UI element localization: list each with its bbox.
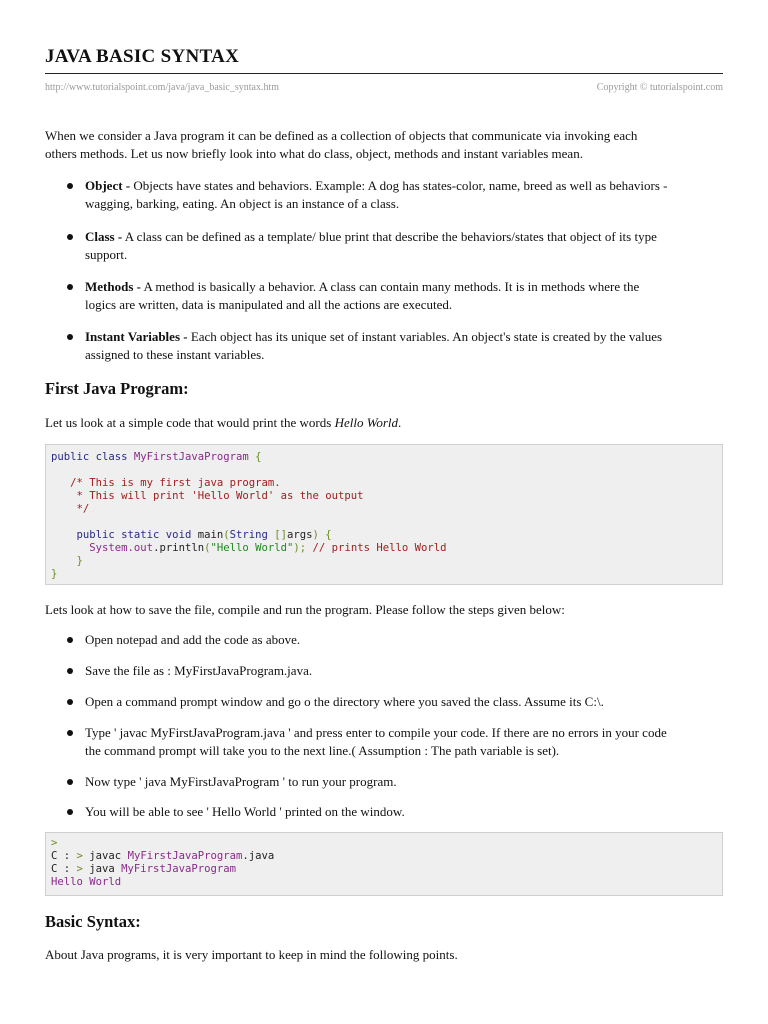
step-text: Now type ' java MyFirstJavaProgram ' to run your program.	[85, 774, 397, 789]
bullet-icon	[67, 730, 73, 736]
concept-text: A class can be defined as a template/ blue print that describe the behaviors/states that object of its type	[124, 229, 657, 244]
console-command: javac	[89, 850, 128, 862]
list-item	[45, 631, 723, 649]
bullet-icon	[67, 234, 73, 240]
console-prompt: >	[51, 837, 58, 849]
concept-text: Each object has its unique set of instant variables. An object's state is created by the values	[190, 329, 663, 344]
code-comment: /* This is my first java program.	[51, 477, 281, 489]
code-line	[51, 451, 717, 464]
list-item	[45, 662, 723, 680]
code-punctuation: {	[248, 451, 262, 463]
code-punctuation: );	[293, 542, 307, 554]
concept-text: A method is basically a behavior. A class can contain many methods. It is in methods where the	[143, 279, 640, 294]
list-item	[45, 773, 723, 791]
code-type: String	[229, 529, 275, 541]
list-item	[45, 228, 723, 264]
code-class-name: System.out	[89, 542, 154, 554]
code-keyword: public static void	[76, 529, 198, 541]
lead-text: .	[398, 415, 402, 430]
code-string: "Hello World"	[210, 542, 294, 554]
code-punctuation: ) {	[312, 529, 332, 541]
code-keyword: public class	[51, 451, 134, 463]
lead-text: Let us look at a simple code that would print the words	[45, 415, 335, 430]
code-block-console[interactable]	[45, 832, 723, 896]
code-comment: * This will print 'Hello World' as the output	[51, 490, 364, 502]
concept-text: Objects have states and behaviors. Example: A dog has states-color, name, breed as well as behaviors -	[133, 178, 668, 193]
code-blank-line	[51, 516, 717, 529]
console-line	[51, 850, 717, 863]
code-class-name: MyFirstJavaProgram	[133, 451, 249, 463]
list-item	[45, 693, 723, 711]
concept-text: support.	[85, 247, 128, 262]
console-prompt: >	[76, 863, 90, 875]
console-drive: C :	[51, 850, 77, 862]
intro-paragraph	[45, 127, 723, 163]
intro-line: When we consider a Java program it can be defined as a collection of objects that communicate via invoking each	[45, 128, 638, 143]
code-blank-line	[51, 464, 717, 477]
lead-emphasis: Hello World	[334, 415, 399, 430]
console-output: Hello World	[51, 876, 122, 888]
code-comment: */	[51, 503, 90, 515]
concept-term: Class -	[85, 229, 123, 244]
bullet-icon	[67, 637, 73, 643]
step-text: Open notepad and add the code as above.	[85, 632, 301, 647]
concept-term: Object -	[85, 178, 131, 193]
code-punctuation: (	[223, 529, 230, 541]
code-block-hello-world[interactable]	[45, 444, 723, 585]
step-text: Type ' javac MyFirstJavaProgram.java ' and press enter to compile your code. If there are no errors in your code	[85, 725, 667, 740]
basic-syntax-lead: About Java programs, it is very important to keep in mind the following points.	[45, 947, 458, 962]
list-item	[45, 724, 723, 760]
code-punctuation: (	[204, 542, 211, 554]
console-extension: .java	[242, 850, 275, 862]
bullet-icon	[67, 779, 73, 785]
code-line	[51, 529, 717, 542]
concept-term: Methods -	[85, 279, 141, 294]
code-line	[51, 542, 717, 555]
bullet-icon	[67, 699, 73, 705]
section-heading-basic-syntax: Basic Syntax:	[45, 912, 141, 931]
concept-text: logics are written, data is manipulated and all the actions are executed.	[85, 297, 453, 312]
concept-text: wagging, barking, eating. An object is an instance of a class.	[85, 196, 400, 211]
code-indent	[51, 542, 89, 554]
console-line	[51, 863, 717, 876]
first-program-lead	[45, 414, 723, 432]
page-title: JAVA BASIC SYNTAX	[45, 46, 240, 67]
code-method-name: main	[197, 529, 224, 541]
bullet-icon	[67, 183, 73, 189]
source-url[interactable]: http://www.tutorialspoint.com/java/java_basic_syntax.htm	[45, 82, 280, 93]
console-prompt: >	[76, 850, 90, 862]
console-drive: C :	[51, 863, 77, 875]
list-item	[45, 177, 723, 213]
code-closing-brace: }	[51, 568, 58, 580]
code-identifier: args	[287, 529, 313, 541]
intro-line: others methods. Let us now briefly look into what do class, object, methods and instant variables mean.	[45, 146, 583, 161]
console-class-name: MyFirstJavaProgram	[127, 850, 243, 862]
step-text: You will be able to see ' Hello World ' printed on the window.	[85, 804, 405, 819]
bullet-icon	[67, 809, 73, 815]
bullet-icon	[67, 284, 73, 290]
copyright-notice: Copyright © tutorialspoint.com	[596, 82, 723, 93]
list-item	[45, 278, 723, 314]
code-closing-brace: }	[51, 555, 83, 567]
step-text: Open a command prompt window and go o the directory where you saved the class. Assume its C:\.	[85, 694, 604, 709]
steps-lead: Lets look at how to save the file, compile and run the program. Please follow the steps given below:	[45, 602, 565, 617]
step-text: Save the file as : MyFirstJavaProgram.java.	[85, 663, 313, 678]
code-punctuation: []	[274, 529, 288, 541]
concept-term: Instant Variables -	[85, 329, 188, 344]
bullet-icon	[67, 668, 73, 674]
console-class-name: MyFirstJavaProgram	[121, 863, 236, 875]
step-text: the command prompt will take you to the next line.( Assumption : The path variable is set).	[85, 743, 560, 758]
code-indent	[51, 529, 77, 541]
section-heading-first-program: First Java Program:	[45, 379, 189, 398]
bullet-icon	[67, 334, 73, 340]
code-comment: // prints Hello World	[306, 542, 447, 554]
console-command: java	[89, 863, 122, 875]
list-item	[45, 803, 723, 821]
code-method-name: .println	[153, 542, 205, 554]
title-rule	[45, 73, 723, 74]
concept-text: assigned to these instant variables.	[85, 347, 265, 362]
list-item	[45, 328, 723, 364]
